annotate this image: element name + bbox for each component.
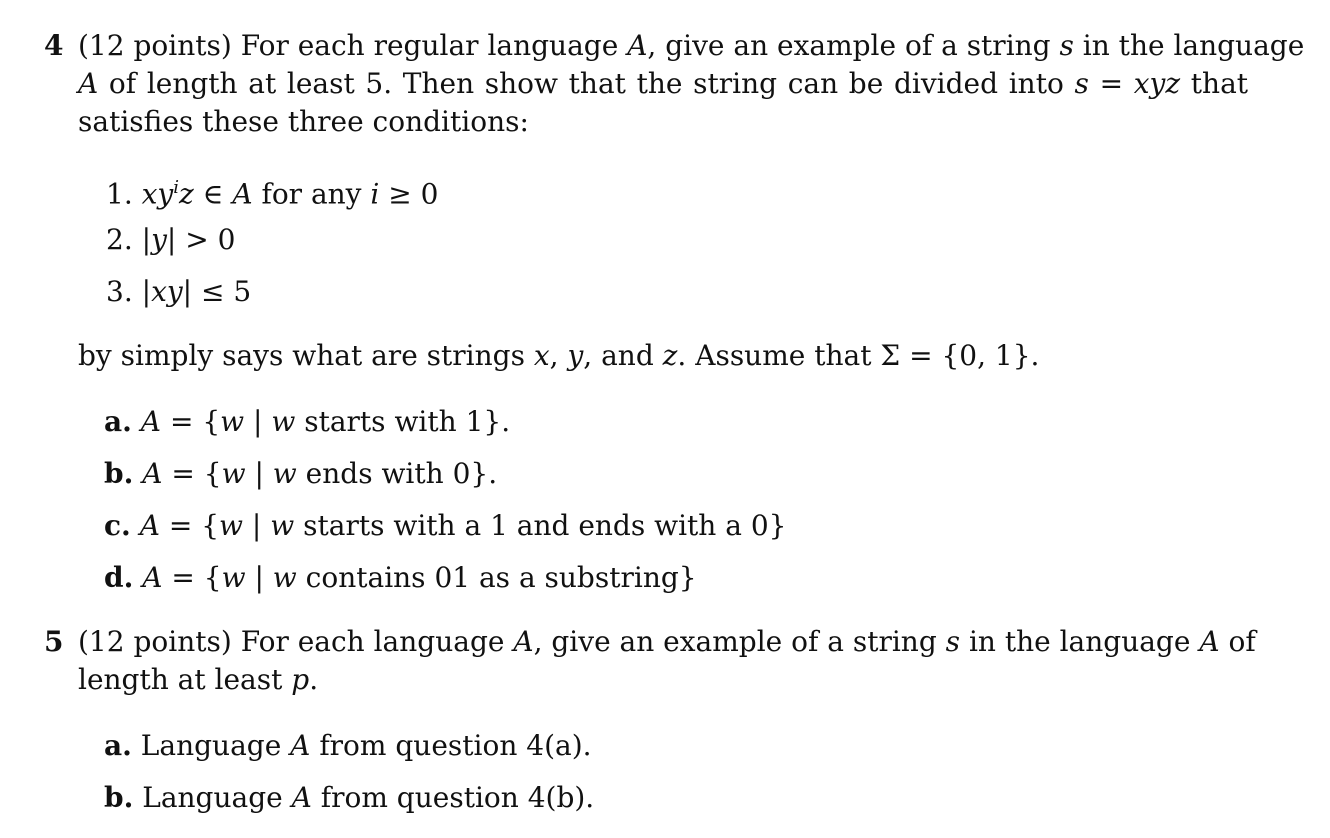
q4-part-a-A: A [140,405,162,438]
q4-part-d-open: { [203,561,222,594]
q4-part-c-bar: | [251,509,262,542]
q5-part-b-A: A [291,781,312,814]
q4-part-b-eq: = [171,457,195,490]
q4-part-d-eq: = [171,561,195,594]
condition-1-xy: xy [141,177,174,211]
q5-num: 5 [44,625,64,658]
condition-1-text: for any [261,177,362,211]
q4-part-c-label: c. [104,509,131,542]
condition-3-bar-close: | [182,275,193,308]
q5-var-A2: A [1199,625,1220,658]
q4-part-d-w1: w [221,561,246,594]
q5-part-b-pre: Language [142,781,283,814]
q4-part-b-text: ends with 0 [305,457,471,490]
q5-intro-c: in the language [968,625,1191,658]
q4-part-d-bar: | [254,561,264,594]
q5-part-a-A: A [290,729,311,762]
q4-intro-a: For each regular language [240,29,619,62]
q4-line3 [78,104,529,140]
condition-2-bar-open: | [141,223,152,256]
q5-intro-a: For each language [240,625,505,658]
condition-1-sup: i [173,177,179,198]
q5-part-b-post: from question 4(b). [320,781,595,814]
condition-1 [106,170,439,212]
q4-part-a [104,404,510,440]
q4-line1 [78,28,1305,64]
q4-assume: . Assume that [677,339,872,372]
condition-3-num: 3. [106,275,133,308]
condition-3-rel: ≤ [201,275,225,308]
q5-line2-text: length at least [78,663,283,696]
q4-part-a-bar: | [253,405,263,438]
q5-line2 [78,662,318,698]
q4-part-d-w2: w [272,561,297,594]
condition-2-var: y [151,223,167,256]
q5-part-a-post: from question 4(a). [319,729,592,762]
q4-number [44,28,63,64]
q5-part-b [104,780,594,816]
q4-part-c-A: A [139,509,160,542]
q4-part-b-w2: w [272,457,297,490]
q4-part-a-w1: w [220,405,245,438]
q4-part-a-close: }. [483,405,511,438]
q4-part-d-A: A [142,561,163,594]
condition-1-i: i [370,177,380,211]
condition-1-A: A [232,177,253,211]
condition-3-bar-open: | [141,275,152,308]
q4-line2-eq: = [1099,67,1124,100]
condition-2-rel: > [185,223,209,256]
q4-part-c-open: { [201,509,220,542]
q4-var-s: s [1059,29,1074,62]
condition-1-num: 1. [106,177,133,211]
q4-num: 4 [44,29,64,62]
q5-part-a-label: a. [104,729,132,762]
q4-line2-A: A [78,67,99,100]
q4-comma1: , [549,339,559,372]
q4-line2-that: that [1190,67,1249,100]
condition-2 [106,222,235,258]
q4-var-z: z [662,339,678,372]
q4-var-A: A [627,29,648,62]
q4-line2-text: of length at least 5. Then show that the string can be divided into [108,67,1064,100]
q5-part-b-label: b. [104,781,134,814]
q4-line3-text: satisfies these three conditions: [78,105,529,138]
q4-sigma-set: {0, 1}. [941,339,1040,372]
q5-intro-d: of [1228,625,1256,658]
q4-part-a-label: a. [104,405,132,438]
condition-1-in: ∈ [202,177,224,211]
q4-var-y: y [567,339,584,372]
condition-3 [106,274,251,310]
q5-var-p: p [291,663,310,696]
q5-number [44,624,63,660]
q4-part-c-w2: w [270,509,295,542]
q4-part-d [104,560,697,596]
q4-part-d-label: d. [104,561,134,594]
q4-part-a-open: { [202,405,221,438]
condition-3-val: 5 [233,275,252,308]
q4-sigma-eq: = [909,339,933,372]
q5-var-s: s [945,625,961,658]
q4-part-b-close: }. [470,457,498,490]
q4-part-b [104,456,497,492]
q4-part-d-text: contains 01 as a substring [305,561,679,594]
q4-var-x: x [533,339,550,372]
q5-period: . [309,663,319,696]
condition-3-var: xy [151,275,183,308]
q4-part-b-w1: w [221,457,246,490]
q5-line1 [78,624,1256,660]
q4-intro-c: in the language [1082,29,1305,62]
q4-part-b-A: A [142,457,163,490]
q4-strings-line [78,338,1039,374]
q4-part-a-eq: = [169,405,194,438]
q4-part-b-bar: | [254,457,264,490]
condition-1-rel: ≥ [388,177,412,211]
q4-by-text: by simply says what are strings [78,339,525,372]
condition-1-val: 0 [420,177,439,211]
q5-part-a [104,728,592,764]
q5-intro-b: , give an example of a string [533,625,937,658]
q4-part-c-eq: = [168,509,193,542]
q4-line2 [78,66,1248,102]
q4-points: (12 points) [78,29,232,62]
q5-points: (12 points) [78,625,232,658]
q5-var-A: A [513,625,534,658]
condition-2-num: 2. [106,223,133,256]
q4-part-d-close: } [678,561,697,594]
q4-part-a-w2: w [271,405,296,438]
q4-part-c-w1: w [219,509,244,542]
q4-line2-s: s [1074,67,1089,100]
condition-2-bar-close: | [166,223,177,256]
condition-1-z: z [179,177,194,211]
q5-part-a-pre: Language [140,729,282,762]
q4-comma2: , and [583,339,654,372]
q4-part-b-label: b. [104,457,134,490]
q4-part-c [104,508,786,544]
condition-2-val: 0 [217,223,236,256]
q4-intro-b: , give an example of a string [647,29,1051,62]
q4-line2-xyz: xyz [1133,67,1181,100]
q4-part-c-text: starts with a 1 and ends with a 0 [303,509,769,542]
q4-part-a-text: starts with 1 [304,405,484,438]
q4-part-c-close: } [768,509,787,542]
q4-part-b-open: { [203,457,222,490]
q4-sigma: Σ [880,339,901,372]
